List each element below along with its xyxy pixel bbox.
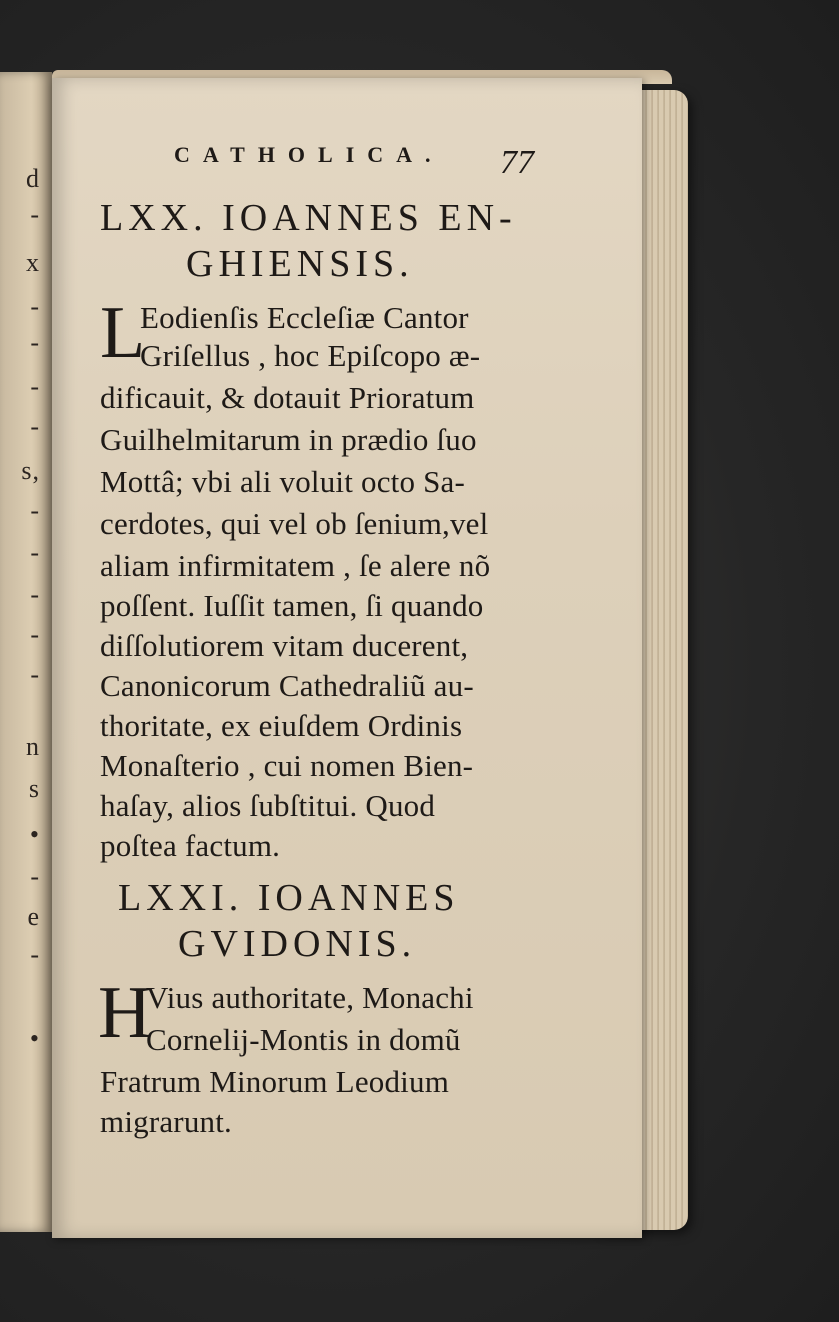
left-fragment: s — [28, 774, 40, 803]
text-line: dificauit, & dotauit Prioratum — [100, 380, 475, 415]
text-line: Fratrum Minorum Leodium — [100, 1064, 450, 1099]
text-line: Canonicorum Cathedraliũ au- — [100, 668, 474, 703]
drop-cap: L — [100, 292, 146, 374]
left-fragment: - — [30, 620, 40, 649]
left-fragment: s, — [21, 456, 40, 485]
text-line: Mottâ; vbi ali voluit octo Sa- — [100, 464, 466, 499]
entry-heading: LXXI. IOANNES — [118, 877, 460, 919]
left-fragment: - — [30, 372, 40, 401]
text-line: haſay, alios ſubſtitui. Quod — [100, 788, 436, 823]
left-fragment: - — [30, 660, 40, 689]
drop-cap: H — [98, 972, 152, 1054]
text-line: Monaſterio , cui nomen Bien- — [100, 748, 474, 783]
left-fragment: - — [30, 412, 40, 441]
left-fragment: - — [30, 940, 40, 969]
text-line: thoritate, ex eiuſdem Ordinis — [100, 708, 463, 743]
text-line: poſſent. Iuſſit tamen, ſi quando — [100, 588, 484, 623]
left-fragment: • — [29, 820, 40, 849]
text-line: Griſellus , hoc Epiſcopo æ- — [140, 338, 481, 373]
left-fragment: - — [30, 580, 40, 609]
left-fragment: - — [30, 496, 40, 525]
left-page-edge — [0, 72, 52, 1232]
left-fragment: - — [30, 292, 40, 321]
left-fragment: d — [26, 164, 40, 193]
text-line: Eodienſis Eccleſiæ Cantor — [140, 300, 469, 335]
left-fragment: e — [27, 902, 40, 931]
entry-heading: GVIDONIS. — [178, 923, 417, 965]
left-fragment: - — [30, 538, 40, 567]
text-line: cerdotes, qui vel ob ſenium,vel — [100, 506, 489, 541]
text-line: diſſolutiorem vitam ducerent, — [100, 628, 469, 663]
left-fragment: n — [26, 732, 40, 761]
left-fragment: - — [30, 862, 40, 891]
left-fragment: x — [26, 248, 40, 277]
entry-heading: GHIENSIS. — [186, 243, 414, 285]
page-number: 77 — [500, 144, 534, 181]
text-line: Cornelij-Montis in domũ — [146, 1022, 461, 1057]
left-fragment: - — [30, 200, 40, 229]
left-fragment: - — [30, 328, 40, 357]
text-line: Guilhelmitarum in prædio ſuo — [100, 422, 477, 457]
running-head: CATHOLICA. — [174, 142, 444, 167]
text-line: Vius authoritate, Monachi — [146, 980, 474, 1015]
text-line: aliam infirmitatem , ſe alere nõ — [100, 548, 491, 583]
text-line: migrarunt. — [100, 1104, 232, 1139]
left-fragment: • — [29, 1024, 40, 1053]
entry-heading: LXX. IOANNES EN- — [100, 197, 517, 239]
text-line: poſtea factum. — [100, 828, 281, 863]
